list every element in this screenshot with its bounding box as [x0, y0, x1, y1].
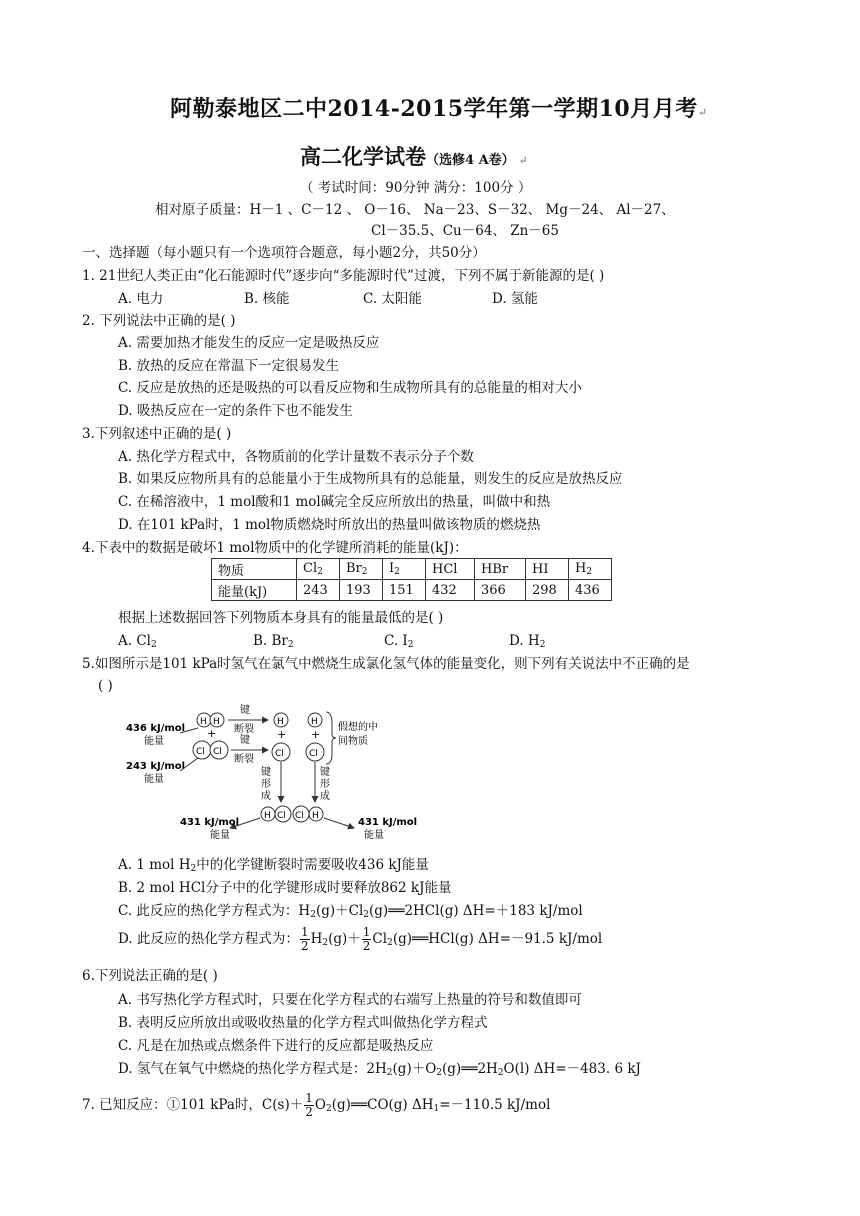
diagram-label-hypothetical: 假想的中	[338, 722, 378, 733]
table-cell: HBr	[475, 559, 526, 580]
plus-sign: +	[277, 728, 287, 741]
question-4-stem: 4.下表中的数据是破坏1 mol物质中的化学键所消耗的能量(kJ)：	[82, 540, 468, 556]
q6-option-d: D. 氢气在氧气中燃烧的热化学方程式是：$2H_2(g)+O_2(g)══2H_2O(l)$ ΔH=－483. 6 kJ	[118, 1061, 641, 1078]
q2-option-a: A. 需要加热才能发生的反应一定是吸热反应	[118, 335, 380, 351]
atomic-mass-line-1: 相对原子质量：H－1 、C－12 、 O－16、 Na－23、S－32、 Mg－24、 Al－27、	[155, 202, 675, 218]
q3-option-b: B. 如果反应物所具有的总能量小于生成物所具有的总能量，则发生的反应是放热反应	[118, 471, 623, 487]
table-cell: $Br_2$	[340, 559, 383, 580]
q5-option-c: C. 此反应的热化学方程式为：$H_2(g)+Cl_2(g)══2HCl(g)$ ΔH=＋183 kJ/mol	[118, 903, 583, 920]
q2-option-d: D. 吸热反应在一定的条件下也不能发生	[118, 403, 353, 419]
table-cell: 能量(kJ)	[212, 580, 297, 601]
exam-subtitle: 高二化学试卷（选修4 A卷） ↵	[300, 144, 528, 169]
atom-label: H	[200, 717, 207, 727]
atom-label: Cl	[275, 749, 284, 759]
question-5-stem: 5.如图所示是101 kPa时氢气在氯气中燃烧生成氯化氢气体的能量变化，则下列有关说法中不正确的是	[82, 656, 690, 672]
q1-option-b: B. 核能	[244, 291, 290, 307]
table-cell: 193	[340, 580, 383, 601]
fraction-half: $\frac{1}{2}$	[300, 925, 309, 953]
atom-label: H	[277, 717, 284, 727]
question-2-stem: 2. 下列说法中正确的是( )	[82, 313, 236, 329]
table-cell: 298	[526, 580, 569, 601]
fraction-half: $\frac{1}{2}$	[305, 1091, 313, 1119]
diagram-label-436: 436 kJ/mol	[126, 723, 186, 734]
atomic-mass-line-2: Cl－35.5、Cu－64、 Zn－65	[371, 223, 559, 239]
table-row	[212, 559, 612, 580]
fraction-half: $\frac{1}{2}$	[362, 925, 371, 953]
diagram-label-break: 键	[240, 735, 250, 746]
diagram-label-break: 键	[240, 705, 250, 716]
section-heading: 一、选择题（每小题只有一个选项符合题意，每小题2分，共50分）	[82, 245, 486, 261]
q1-option-d: D. 氢能	[492, 291, 538, 307]
q2-option-b: B. 放热的反应在常温下一定很易发生	[118, 358, 340, 374]
table-cell: HI	[526, 559, 569, 580]
atom-label: H	[264, 811, 271, 821]
plus-sign: +	[311, 728, 321, 741]
diagram-label-431: 431 kJ/mol	[358, 817, 418, 828]
diagram-label-243: 243 kJ/mol	[126, 761, 186, 772]
diagram-label-form: 键	[320, 767, 330, 778]
atom-label: H	[312, 811, 319, 821]
table-cell: $Cl_2$	[297, 559, 340, 580]
atom-label: H	[213, 717, 220, 727]
q5-option-a: A. 1 mol $H_2$中的化学键断裂时需要吸收436 kJ能量	[118, 857, 429, 874]
q3-option-c: C. 在稀溶液中，1 mol酸和1 mol碱完全反应所放出的热量，叫做中和热	[118, 494, 551, 510]
atom-label: Cl	[295, 811, 304, 821]
diagram-label-energy-3: 能量	[210, 830, 230, 841]
table-cell: 436	[569, 580, 612, 601]
q4-option-a: A. $Cl_2$	[118, 633, 157, 650]
q6-option-b: B. 表明反应所放出或吸收热量的化学方程式叫做热化学方程式	[118, 1015, 488, 1031]
diagram-label-break: 断裂	[234, 754, 254, 765]
table-cell: HCl	[426, 559, 475, 580]
question-4-follow: 根据上述数据回答下列物质本身具有的能量最低的是( )	[118, 610, 444, 626]
diagram-label-form: 成	[261, 791, 271, 802]
diagram-label-form: 成	[320, 791, 330, 802]
atom-label: Cl	[196, 747, 205, 757]
table-cell: 151	[383, 580, 426, 601]
question-5-paren: ( )	[98, 678, 113, 694]
question-6-stem: 6.下列说法正确的是( )	[82, 968, 218, 984]
q3-option-a: A. 热化学方程式中，各物质前的化学计量数不表示分子个数	[118, 449, 474, 465]
diagram-label-form: 键	[261, 767, 271, 778]
q6-option-c: C. 凡是在加热或点燃条件下进行的反应都是吸热反应	[118, 1038, 434, 1054]
diagram-label-hypothetical: 间物质	[338, 736, 368, 747]
q2-option-c: C. 反应是放热的还是吸热的可以看反应物和生成物所具有的总能量的相对大小	[118, 380, 582, 396]
q5-option-b: B. 2 mol HCl分子中的化学键形成时要释放862 kJ能量	[118, 880, 452, 896]
table-cell: $H_2$	[569, 559, 612, 580]
diagram-label-energy-4: 能量	[364, 830, 384, 841]
table-row	[212, 580, 612, 601]
exam-title: 阿勒泰地区二中2014-2015学年第一学期10月月考↵	[170, 96, 708, 122]
atom-label: Cl	[309, 749, 318, 759]
table-cell: 243	[297, 580, 340, 601]
q3-option-d: D. 在101 kPa时，1 mol物质燃烧时所放出的热量叫做该物质的燃烧热	[118, 517, 541, 533]
diagram-label-form: 形	[320, 779, 330, 790]
atom-label: Cl	[277, 811, 286, 821]
exam-info: （ 考试时间：90分钟 满分：100分 ）	[300, 180, 532, 196]
diagram-label-energy-1: 能量	[144, 736, 164, 747]
atom-label: Cl	[213, 747, 222, 757]
question-3-stem: 3.下列叙述中正确的是( )	[82, 426, 232, 442]
plus-sign: +	[207, 727, 217, 740]
atom-label: H	[311, 717, 318, 727]
diagram-label-energy-2: 能量	[144, 774, 164, 785]
diagram-label-431: 431 kJ/mol	[180, 817, 240, 828]
diagram-label-form: 形	[261, 779, 271, 790]
diagram-label-break: 断裂	[234, 724, 254, 735]
bond-energy-table	[211, 558, 612, 601]
q4-option-b: B. $Br_2$	[253, 633, 294, 650]
q4-option-c: C. $I_2$	[384, 633, 414, 650]
q6-option-a: A. 书写热化学方程式时，只要在化学方程式的右端写上热量的符号和数值即可	[118, 992, 582, 1008]
q1-option-c: C. 太阳能	[363, 291, 422, 307]
table-cell: 366	[475, 580, 526, 601]
table-cell: 物质	[212, 559, 297, 580]
table-cell: $I_2$	[383, 559, 426, 580]
q1-option-a: A. 电力	[118, 291, 164, 307]
q5-option-d: D. 此反应的热化学方程式为： $\frac{1}{2}$ $H_2(g)+$ $\frac{1}{2}$ $Cl_2(g)══HCl(g)$ ΔH=－91.5 kJ/mol	[118, 925, 603, 953]
question-7-stem: 7. 已知反应：①101 kPa时，C(s)＋ $\frac{1}{2}$ $O_2(g)══CO(g)$ $\Delta H_1=-110.5$ kJ/mol	[82, 1091, 551, 1119]
q4-option-d: D. $H_2$	[509, 633, 546, 650]
table-cell: 432	[426, 580, 475, 601]
question-1-stem: 1. 21世纪人类正由“化石能源时代”逐步向“多能源时代”过渡，下列不属于新能源的是( )	[82, 268, 605, 284]
energy-diagram	[118, 700, 428, 846]
